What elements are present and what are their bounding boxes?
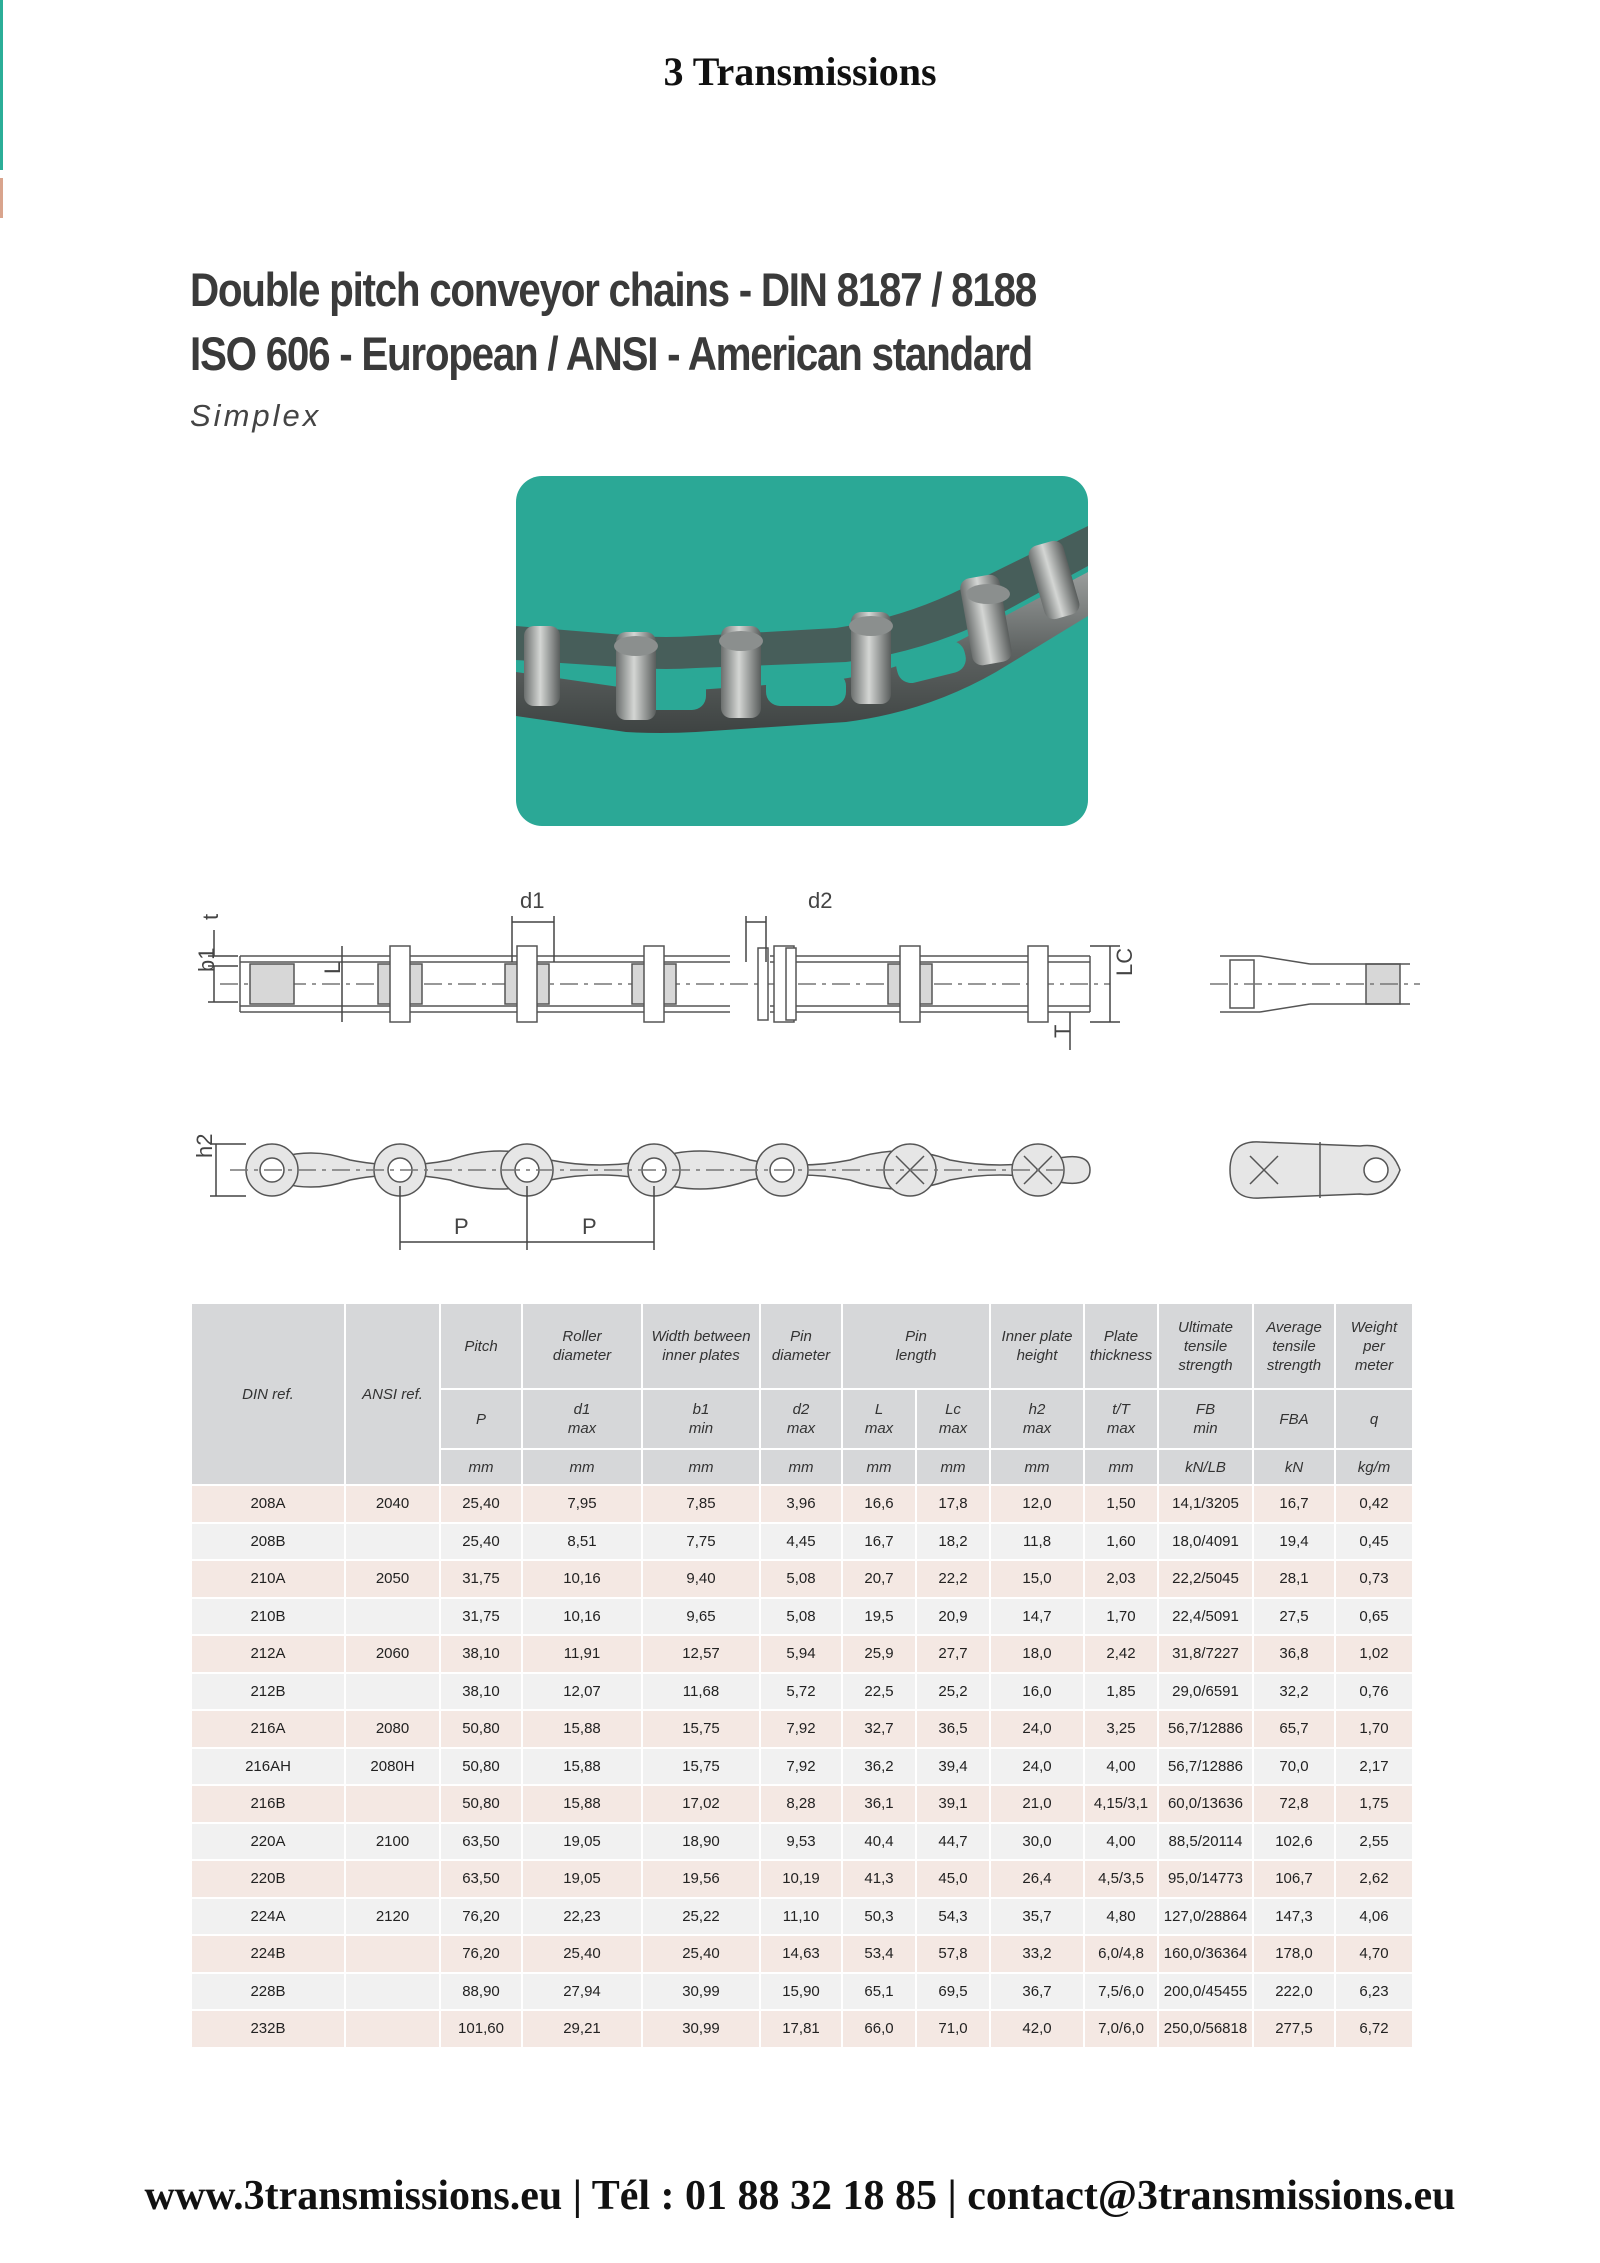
table-cell: 2100 [345, 1823, 440, 1861]
table-cell: 16,7 [1253, 1485, 1335, 1523]
table-cell: 29,0/6591 [1158, 1673, 1253, 1711]
header-pitch: Pitch [440, 1303, 522, 1389]
table-row [191, 1598, 1413, 1636]
table-cell: 224B [191, 1935, 345, 1973]
table-cell: 212A [191, 1635, 345, 1673]
table-cell: 4,70 [1335, 1935, 1413, 1973]
table-cell: 250,0/56818 [1158, 2010, 1253, 2048]
header-din-ref: DIN ref. [191, 1303, 345, 1485]
table-row [191, 1785, 1413, 1823]
table-cell: 1,02 [1335, 1635, 1413, 1673]
table-cell [345, 2010, 440, 2048]
table-cell: 10,16 [522, 1560, 642, 1598]
chain-photo [516, 476, 1088, 826]
side-view [230, 1144, 1090, 1196]
symbol-cell: h2 max [990, 1389, 1084, 1449]
variant-label: Simplex [190, 398, 322, 433]
header-pin-length: Pin length [842, 1303, 990, 1389]
page-title: Double pitch conveyor chains - DIN 8187 / 8188 [190, 263, 1036, 316]
label-L: L [320, 961, 345, 974]
table-cell: 30,99 [642, 2010, 760, 2048]
table-cell: 15,75 [642, 1748, 760, 1786]
label-h2: h2 [192, 1133, 217, 1158]
table-cell: 11,68 [642, 1673, 760, 1711]
table-cell: 8,28 [760, 1785, 842, 1823]
table-cell: 208A [191, 1485, 345, 1523]
table-cell: 44,7 [916, 1823, 990, 1861]
table-row [191, 1898, 1413, 1936]
table-cell: 224A [191, 1898, 345, 1936]
left-accent-bar-secondary [0, 178, 3, 218]
table-cell: 2,62 [1335, 1860, 1413, 1898]
table-cell: 3,96 [760, 1485, 842, 1523]
table-cell: 2120 [345, 1898, 440, 1936]
table-cell: 5,08 [760, 1598, 842, 1636]
label-T: T [1050, 1024, 1075, 1038]
table-cell: 31,75 [440, 1598, 522, 1636]
table-cell: 2060 [345, 1635, 440, 1673]
table-cell: 11,10 [760, 1898, 842, 1936]
spec-table [190, 1302, 1414, 2049]
table-cell [345, 1860, 440, 1898]
table-row [191, 1485, 1413, 1523]
table-cell: 7,92 [760, 1710, 842, 1748]
table-cell: 36,1 [842, 1785, 916, 1823]
table-cell: 200,0/45455 [1158, 1973, 1253, 2011]
header-ultimate-tensile: Ultimate tensile strength [1158, 1303, 1253, 1389]
table-row [191, 1860, 1413, 1898]
table-cell: 14,63 [760, 1935, 842, 1973]
table-cell: 14,7 [990, 1598, 1084, 1636]
symbol-cell: d1 max [522, 1389, 642, 1449]
table-cell: 26,4 [990, 1860, 1084, 1898]
table-cell: 15,0 [990, 1560, 1084, 1598]
table-cell [345, 1973, 440, 2011]
table-cell: 29,21 [522, 2010, 642, 2048]
table-cell: 36,2 [842, 1748, 916, 1786]
symbol-cell: P [440, 1389, 522, 1449]
table-cell: 216AH [191, 1748, 345, 1786]
symbol-cell: FBA [1253, 1389, 1335, 1449]
table-cell: 222,0 [1253, 1973, 1335, 2011]
table-cell: 36,8 [1253, 1635, 1335, 1673]
table-cell: 19,05 [522, 1860, 642, 1898]
unit-cell: mm [842, 1449, 916, 1485]
unit-cell: mm [760, 1449, 842, 1485]
end-view-top [1210, 956, 1420, 1012]
table-cell: 277,5 [1253, 2010, 1335, 2048]
table-cell: 12,57 [642, 1635, 760, 1673]
table-cell: 56,7/12886 [1158, 1710, 1253, 1748]
symbol-cell: q [1335, 1389, 1413, 1449]
table-cell: 1,50 [1084, 1485, 1158, 1523]
symbol-cell: d2 max [760, 1389, 842, 1449]
table-cell: 35,7 [990, 1898, 1084, 1936]
table-cell: 22,2/5045 [1158, 1560, 1253, 1598]
table-cell: 232B [191, 2010, 345, 2048]
table-cell: 6,72 [1335, 2010, 1413, 2048]
table-row [191, 1560, 1413, 1598]
unit-cell: mm [440, 1449, 522, 1485]
table-cell: 5,94 [760, 1635, 842, 1673]
table-row [191, 1748, 1413, 1786]
table-cell: 27,94 [522, 1973, 642, 2011]
table-row [191, 1673, 1413, 1711]
symbol-cell: L max [842, 1389, 916, 1449]
symbol-cell: Lc max [916, 1389, 990, 1449]
top-view [220, 946, 1110, 1022]
table-cell: 16,6 [842, 1485, 916, 1523]
table-cell: 4,06 [1335, 1898, 1413, 1936]
table-cell: 210A [191, 1560, 345, 1598]
table-cell: 6,0/4,8 [1084, 1935, 1158, 1973]
brand-title: 3 Transmissions [663, 49, 937, 94]
table-row [191, 1635, 1413, 1673]
table-cell: 31,8/7227 [1158, 1635, 1253, 1673]
table-cell: 12,07 [522, 1673, 642, 1711]
table-cell: 5,72 [760, 1673, 842, 1711]
label-t: t [198, 913, 223, 920]
table-cell: 18,2 [916, 1523, 990, 1561]
label-P-second: P [582, 1214, 597, 1239]
table-cell: 31,75 [440, 1560, 522, 1598]
unit-cell: mm [642, 1449, 760, 1485]
table-cell: 228B [191, 1973, 345, 2011]
table-cell: 14,1/3205 [1158, 1485, 1253, 1523]
table-cell: 0,42 [1335, 1485, 1413, 1523]
table-row [191, 1935, 1413, 1973]
table-cell: 53,4 [842, 1935, 916, 1973]
table-cell: 7,0/6,0 [1084, 2010, 1158, 2048]
table-cell: 19,56 [642, 1860, 760, 1898]
table-cell [345, 1785, 440, 1823]
unit-cell: mm [916, 1449, 990, 1485]
table-row [191, 2010, 1413, 2048]
table-cell: 36,5 [916, 1710, 990, 1748]
table-cell: 11,91 [522, 1635, 642, 1673]
table-cell: 15,88 [522, 1710, 642, 1748]
top-view-labels [194, 888, 1137, 1038]
table-cell: 39,4 [916, 1748, 990, 1786]
table-cell: 45,0 [916, 1860, 990, 1898]
table-cell: 65,7 [1253, 1710, 1335, 1748]
table-cell: 2040 [345, 1485, 440, 1523]
table-cell: 7,5/6,0 [1084, 1973, 1158, 2011]
table-cell: 10,19 [760, 1860, 842, 1898]
table-cell: 25,2 [916, 1673, 990, 1711]
table-cell: 220B [191, 1860, 345, 1898]
page-subtitle-standard: ISO 606 - European / ANSI - American standard [190, 327, 1032, 380]
table-cell: 76,20 [440, 1898, 522, 1936]
table-cell: 25,22 [642, 1898, 760, 1936]
table-cell: 18,0/4091 [1158, 1523, 1253, 1561]
table-cell: 25,40 [522, 1935, 642, 1973]
table-cell: 8,51 [522, 1523, 642, 1561]
table-cell: 60,0/13636 [1158, 1785, 1253, 1823]
table-cell: 1,70 [1084, 1598, 1158, 1636]
table-cell: 2080 [345, 1710, 440, 1748]
header-average-tensile: Average tensile strength [1253, 1303, 1335, 1389]
header-width-inner-plates: Width between inner plates [642, 1303, 760, 1389]
table-cell: 15,88 [522, 1785, 642, 1823]
table-cell [345, 1598, 440, 1636]
table-cell: 15,90 [760, 1973, 842, 2011]
label-b1: b1 [194, 947, 219, 972]
table-cell: 0,45 [1335, 1523, 1413, 1561]
table-cell: 11,8 [990, 1523, 1084, 1561]
table-cell [345, 1673, 440, 1711]
table-cell: 102,6 [1253, 1823, 1335, 1861]
header-plate-thickness: Plate thickness [1084, 1303, 1158, 1389]
table-cell: 9,40 [642, 1560, 760, 1598]
table-cell: 216A [191, 1710, 345, 1748]
table-cell: 15,88 [522, 1748, 642, 1786]
table-cell: 88,5/20114 [1158, 1823, 1253, 1861]
table-cell: 22,4/5091 [1158, 1598, 1253, 1636]
table-cell: 18,0 [990, 1635, 1084, 1673]
table-cell: 2,55 [1335, 1823, 1413, 1861]
unit-cell: kg/m [1335, 1449, 1413, 1485]
table-cell: 22,5 [842, 1673, 916, 1711]
chain-technical-drawing [190, 870, 1440, 1270]
table-cell: 7,92 [760, 1748, 842, 1786]
unit-cell: kN/LB [1158, 1449, 1253, 1485]
table-cell: 50,80 [440, 1785, 522, 1823]
unit-cell: mm [522, 1449, 642, 1485]
table-cell: 3,25 [1084, 1710, 1158, 1748]
table-cell [345, 1523, 440, 1561]
table-cell: 9,65 [642, 1598, 760, 1636]
symbol-cell: t/T max [1084, 1389, 1158, 1449]
spec-table-body [191, 1485, 1413, 2048]
label-LC: LC [1112, 947, 1137, 976]
table-cell: 76,20 [440, 1935, 522, 1973]
table-cell: 57,8 [916, 1935, 990, 1973]
table-cell: 63,50 [440, 1860, 522, 1898]
table-cell: 54,3 [916, 1898, 990, 1936]
table-cell: 208B [191, 1523, 345, 1561]
table-cell: 22,2 [916, 1560, 990, 1598]
table-cell: 17,02 [642, 1785, 760, 1823]
table-cell: 0,65 [1335, 1598, 1413, 1636]
table-cell: 2080H [345, 1748, 440, 1786]
label-d1: d1 [520, 888, 545, 913]
table-cell: 6,23 [1335, 1973, 1413, 2011]
end-view-side [1230, 1142, 1400, 1198]
table-cell: 21,0 [990, 1785, 1084, 1823]
table-cell: 106,7 [1253, 1860, 1335, 1898]
table-cell: 40,4 [842, 1823, 916, 1861]
table-cell: 15,75 [642, 1710, 760, 1748]
table-cell: 56,7/12886 [1158, 1748, 1253, 1786]
table-cell: 147,3 [1253, 1898, 1335, 1936]
header-ansi-ref: ANSI ref. [345, 1303, 440, 1485]
table-cell: 4,45 [760, 1523, 842, 1561]
table-cell: 16,7 [842, 1523, 916, 1561]
table-cell: 25,40 [440, 1485, 522, 1523]
table-cell: 70,0 [1253, 1748, 1335, 1786]
table-cell: 33,2 [990, 1935, 1084, 1973]
table-cell: 17,81 [760, 2010, 842, 2048]
table-cell: 1,85 [1084, 1673, 1158, 1711]
table-cell: 69,5 [916, 1973, 990, 2011]
table-row [191, 1823, 1413, 1861]
table-cell: 25,40 [440, 1523, 522, 1561]
table-cell: 4,5/3,5 [1084, 1860, 1158, 1898]
table-cell: 1,75 [1335, 1785, 1413, 1823]
table-cell: 36,7 [990, 1973, 1084, 2011]
table-cell: 4,15/3,1 [1084, 1785, 1158, 1823]
table-cell: 212B [191, 1673, 345, 1711]
table-cell: 24,0 [990, 1748, 1084, 1786]
label-P-first: P [454, 1214, 469, 1239]
table-cell: 17,8 [916, 1485, 990, 1523]
table-cell: 7,95 [522, 1485, 642, 1523]
table-cell: 19,05 [522, 1823, 642, 1861]
table-cell: 1,60 [1084, 1523, 1158, 1561]
table-cell: 10,16 [522, 1598, 642, 1636]
table-cell: 4,00 [1084, 1823, 1158, 1861]
table-cell: 66,0 [842, 2010, 916, 2048]
table-cell: 32,7 [842, 1710, 916, 1748]
table-cell: 2,03 [1084, 1560, 1158, 1598]
table-cell: 24,0 [990, 1710, 1084, 1748]
table-cell: 38,10 [440, 1673, 522, 1711]
header-inner-plate-height: Inner plate height [990, 1303, 1084, 1389]
table-cell: 71,0 [916, 2010, 990, 2048]
table-cell: 2,42 [1084, 1635, 1158, 1673]
table-cell: 32,2 [1253, 1673, 1335, 1711]
table-cell: 41,3 [842, 1860, 916, 1898]
table-cell: 19,4 [1253, 1523, 1335, 1561]
table-cell: 178,0 [1253, 1935, 1335, 1973]
table-cell: 25,40 [642, 1935, 760, 1973]
table-cell: 216B [191, 1785, 345, 1823]
table-cell [345, 1935, 440, 1973]
table-row [191, 1973, 1413, 2011]
table-row [191, 1523, 1413, 1561]
table-cell: 27,7 [916, 1635, 990, 1673]
header-weight-per-meter: Weight per meter [1335, 1303, 1413, 1389]
table-cell: 0,73 [1335, 1560, 1413, 1598]
table-cell: 22,23 [522, 1898, 642, 1936]
table-cell: 65,1 [842, 1973, 916, 2011]
table-cell: 27,5 [1253, 1598, 1335, 1636]
table-cell: 1,70 [1335, 1710, 1413, 1748]
table-cell: 2050 [345, 1560, 440, 1598]
table-cell: 9,53 [760, 1823, 842, 1861]
symbol-cell: b1 min [642, 1389, 760, 1449]
footer-contact: www.3transmissions.eu | Tél : 01 88 32 18 85 | contact@3transmissions.eu [144, 2173, 1456, 2219]
unit-cell: mm [1084, 1449, 1158, 1485]
label-d2: d2 [808, 888, 833, 913]
table-cell: 50,80 [440, 1748, 522, 1786]
table-cell: 18,90 [642, 1823, 760, 1861]
table-cell: 16,0 [990, 1673, 1084, 1711]
table-cell: 160,0/36364 [1158, 1935, 1253, 1973]
table-cell: 7,85 [642, 1485, 760, 1523]
table-cell: 7,75 [642, 1523, 760, 1561]
table-cell: 0,76 [1335, 1673, 1413, 1711]
table-cell: 30,99 [642, 1973, 760, 2011]
table-cell: 12,0 [990, 1485, 1084, 1523]
table-cell: 220A [191, 1823, 345, 1861]
table-cell: 63,50 [440, 1823, 522, 1861]
table-cell: 20,9 [916, 1598, 990, 1636]
table-cell: 72,8 [1253, 1785, 1335, 1823]
table-cell: 2,17 [1335, 1748, 1413, 1786]
table-cell: 25,9 [842, 1635, 916, 1673]
table-cell: 95,0/14773 [1158, 1860, 1253, 1898]
table-cell: 28,1 [1253, 1560, 1335, 1598]
table-cell: 127,0/28864 [1158, 1898, 1253, 1936]
table-cell: 88,90 [440, 1973, 522, 2011]
table-cell: 30,0 [990, 1823, 1084, 1861]
table-cell: 19,5 [842, 1598, 916, 1636]
table-cell: 4,80 [1084, 1898, 1158, 1936]
table-cell: 5,08 [760, 1560, 842, 1598]
table-cell: 50,3 [842, 1898, 916, 1936]
unit-cell: mm [990, 1449, 1084, 1485]
table-cell: 50,80 [440, 1710, 522, 1748]
table-row [191, 1710, 1413, 1748]
header-roller-diameter: Roller diameter [522, 1303, 642, 1389]
table-cell: 4,00 [1084, 1748, 1158, 1786]
table-cell: 42,0 [990, 2010, 1084, 2048]
unit-cell: kN [1253, 1449, 1335, 1485]
symbol-cell: FB min [1158, 1389, 1253, 1449]
table-cell: 38,10 [440, 1635, 522, 1673]
table-cell: 210B [191, 1598, 345, 1636]
header-pin-diameter: Pin diameter [760, 1303, 842, 1389]
table-cell: 39,1 [916, 1785, 990, 1823]
table-cell: 101,60 [440, 2010, 522, 2048]
table-cell: 20,7 [842, 1560, 916, 1598]
